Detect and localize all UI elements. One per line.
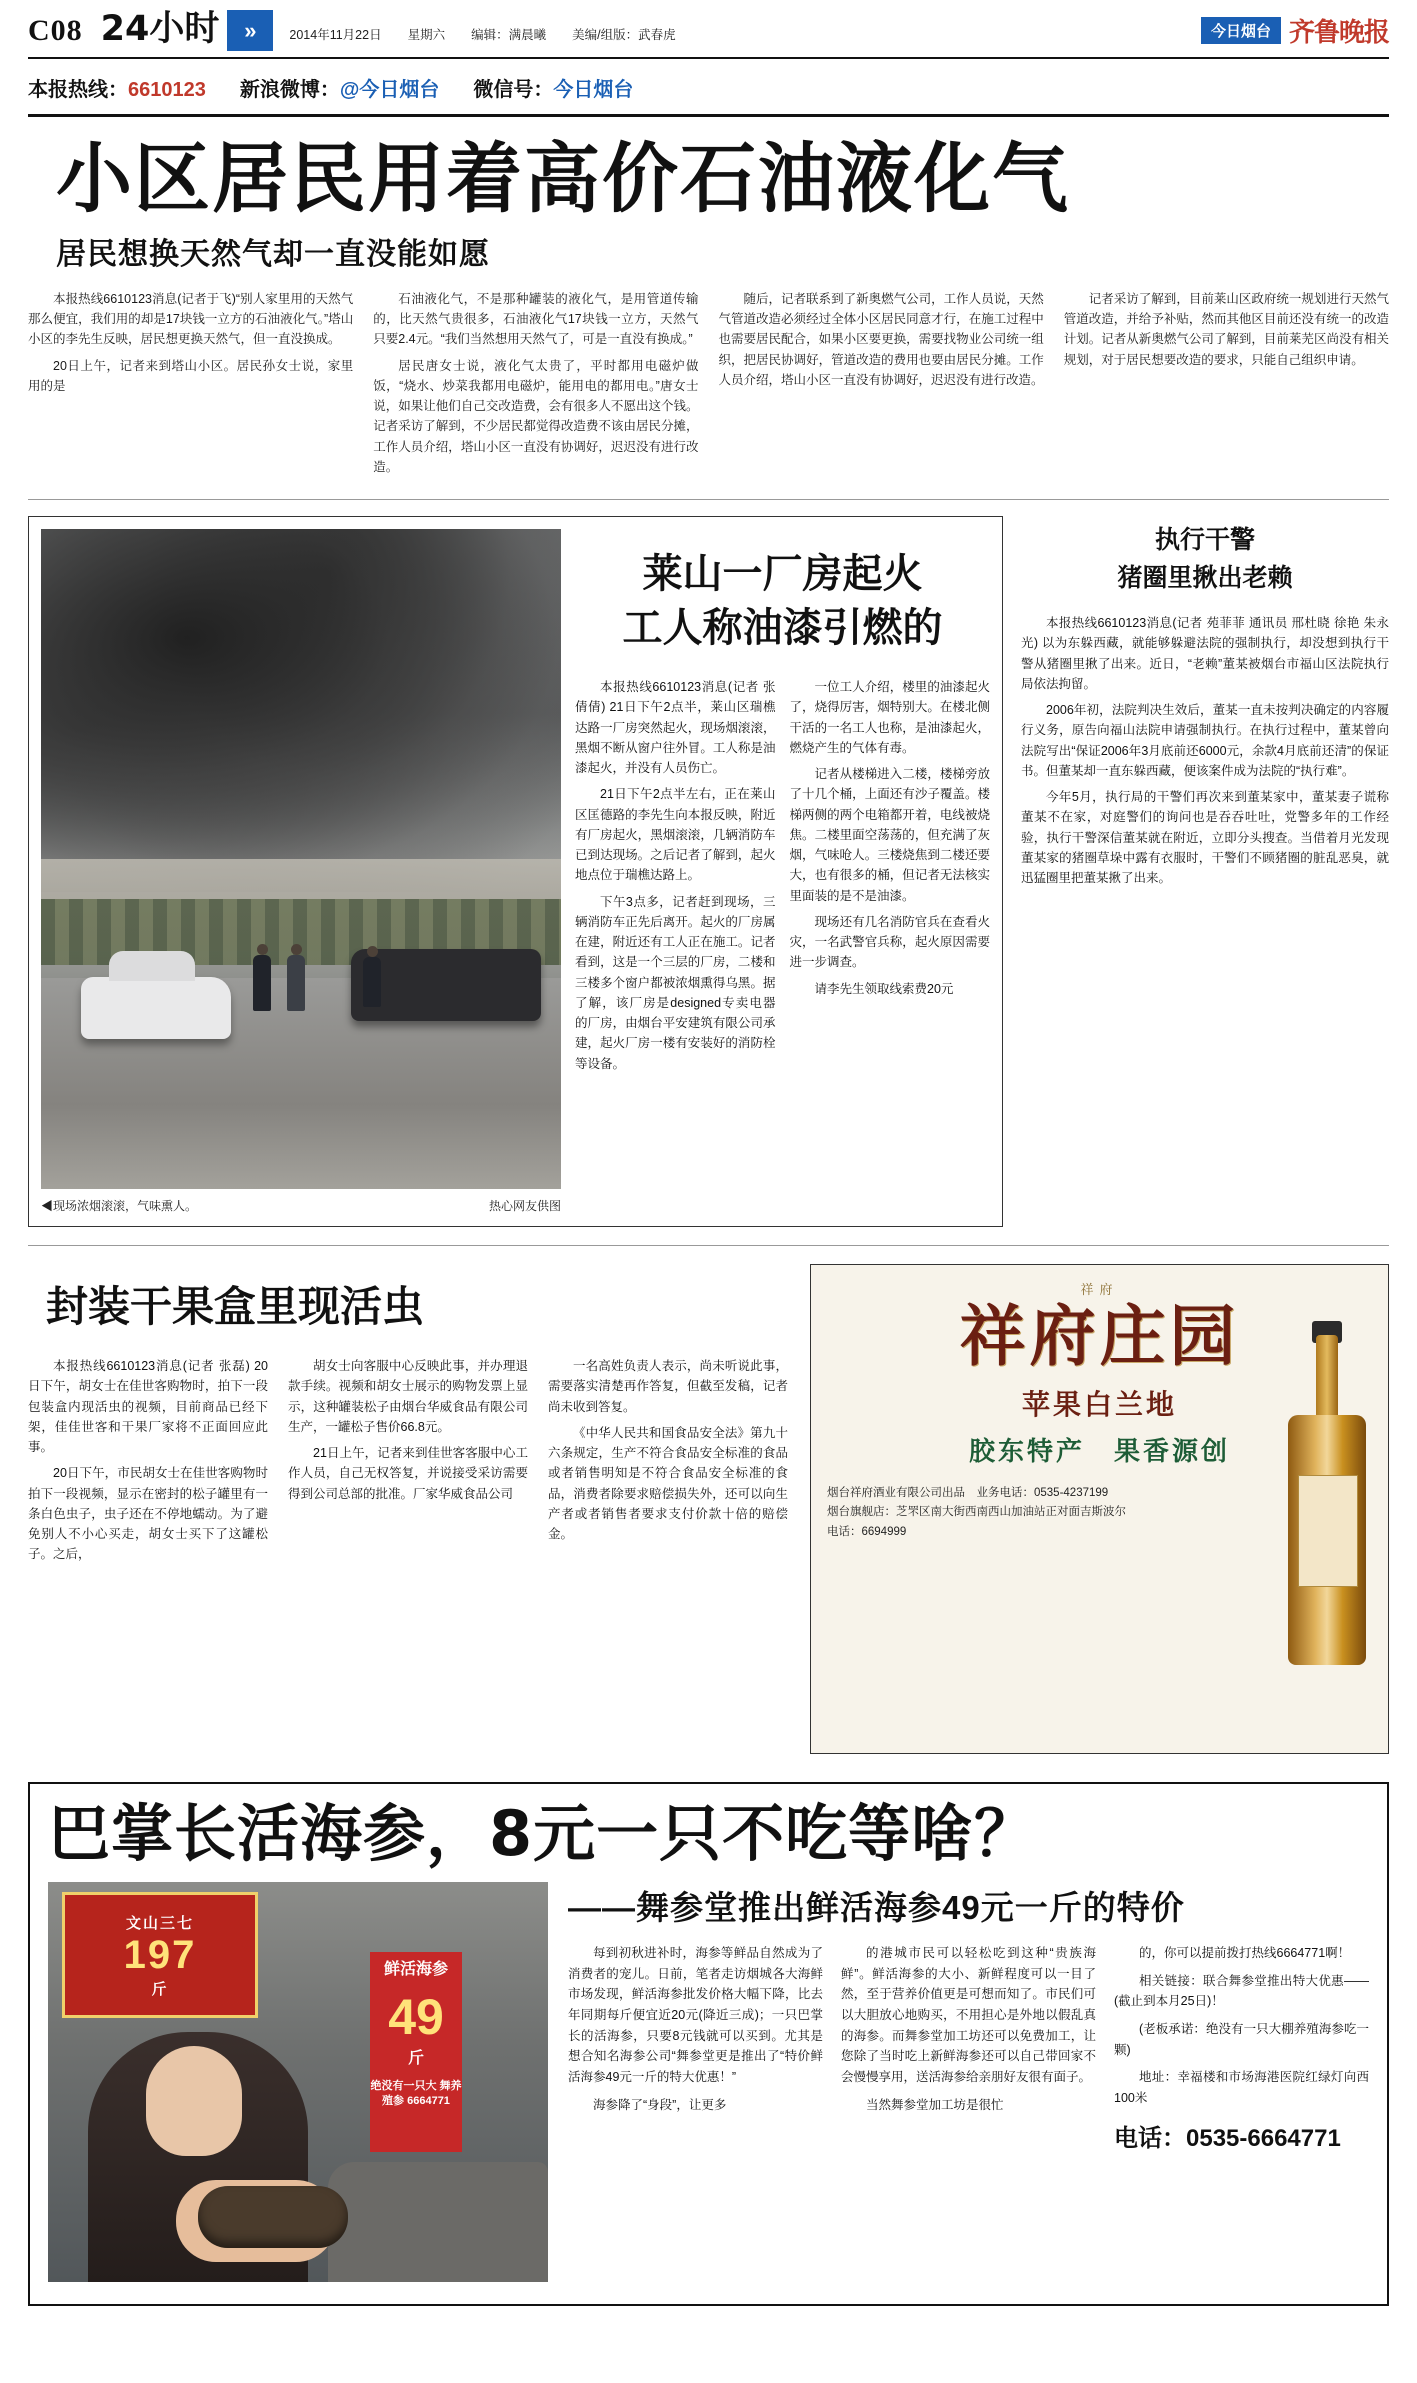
paragraph: 随后，记者联系到了新奥燃气公司，工作人员说，天然气管道改造必须经过全体小区居民同意才行，在施工过程中也需要居民配合，如果小区要更换，需要找物业公司统一组织，把居民协调好，管道改造的费用也要由居民分摊。工作人员介绍，塔山小区一直没有协调好，迟迟没有进行改造。: [718, 291, 1044, 387]
sea-cucumber-columns: [568, 1943, 1369, 2158]
shop-sign-unit: 斤: [151, 1980, 169, 1998]
wechat-id: 今日烟台: [553, 79, 634, 101]
dried-fruit-headline: 封装干果盒里现活虫: [46, 1282, 425, 1332]
dried-fruit-column-1: [28, 1356, 268, 1571]
reward-note: 请李先生领取线索费20元: [814, 981, 954, 996]
ad-product-line: 苹果白兰地: [1021, 1388, 1177, 1420]
paragraph: 今年5月，执行局的干警们再次来到董某家中，董某妻子谎称董某不在家，对庭警们的询问也是吞吞吐吐，党警多年的工作经验，执行干警深信董某就在附近，立即分头搜查。当借着月光发现董某家的猪圈草垛中露有衣服时，干警们不顾猪圈的脏乱恶臭，就迅猛圈里把董某揪了出来。: [1021, 790, 1389, 886]
page-code: C08: [28, 13, 83, 47]
paragraph: 21日下午2点半左右，正在莱山区匡德路的李先生向本报反映，附近有厂房起火，黑烟滚滚，几辆消防车已到达现场。之后记者了解到，起火地点位于瑞樵达路上。: [575, 787, 776, 883]
lead-column-4: [1064, 289, 1389, 483]
shop-sign-price: 197: [123, 1932, 197, 1977]
side-headline: [1021, 516, 1389, 613]
dried-fruit-story: [28, 1264, 788, 1754]
paper-name: 齐鲁晚报: [1288, 18, 1389, 48]
bottle-label: [1298, 1475, 1358, 1587]
paragraph: 每到初秋进补时，海参等鲜品自然成为了消费者的宠儿。日前，笔者走访烟城各大海鲜市场发现，鲜活海参批发价格大幅下降，比去年同期每斤便宜近20元(降近三成)；一只巴掌长的活海参，只要8元钱就可以买到。尤其是想合知名海参公司“舞参堂更是推出了“特价鲜活海参49元一斤的特大优惠！”: [568, 1946, 823, 2084]
paragraph: 2006年初，法院判决生效后，董某一直未按判决确定的内容履行义务，原告向福山法院申请强制执行。在执行过程中，董某曾向法院写出“保证2006年3月底前还6000元，余款4月底前还清”的保证书。但董某却一直东躲西藏，便该案件成为法院的“执行难”。: [1021, 703, 1389, 778]
paragraph: 相关链接：联合舞参堂推出特大优惠——(截止到本月25日)！: [1114, 1973, 1369, 2009]
ad-store-line: 烟台旗舰店：芝罘区南大街西南西山加油站正对面吉斯波尔: [827, 1506, 1126, 1519]
hotline-label: 本报热线：: [28, 79, 128, 101]
lead-column-1: [28, 289, 353, 483]
dried-fruit-column-3: [548, 1356, 788, 1571]
fire-body: [575, 677, 990, 1080]
sea-cucumber-body: [48, 1882, 1369, 2282]
owner-promise: (老板承诺：绝没有一只大棚养殖海参吃一颗): [1114, 2022, 1369, 2057]
photo-caption: ◀现场浓烟滚滚，气味熏人。: [41, 1199, 198, 1214]
paragraph: 下午3点多，记者赶到现场，三辆消防车正先后离开。起火的厂房属在建，附近还有工人正在施工。记者看到，这是一个三层的厂房，二楼和三楼多个窗户都被浓烟熏得乌黑。据了解，该厂房是designed专卖电器的厂房，由烟台平安建筑有限公司承建，起火厂房一楼有安装好的消防栓等设备。: [575, 894, 776, 1071]
hotline-block: [28, 73, 206, 102]
smoke-plume: [41, 529, 561, 892]
banner-price: 49: [388, 1989, 444, 2046]
dried-fruit-column-2: [288, 1356, 528, 1571]
paragraph: 记者采访了解到，目前莱山区政府统一规划进行天然气管道改造，并给予补贴，然而其他区目前还没有统一的改造计划。记者从新奥燃气公司了解到，目前莱芜区尚没有相关规划，对于居民想要改造的要求，只能自己组织申请。: [1063, 291, 1389, 367]
paragraph: 胡女士向客服中心反映此事，并办理退款手续。视频和胡女士展示的购物发票上显示，这种罐装松子由烟台华威食品有限公司生产，一罐松子售价66.8元。: [288, 1359, 528, 1434]
section-badge: [97, 10, 274, 51]
bystander: [287, 955, 305, 1011]
fire-scene-photo: [41, 529, 561, 1189]
ad-column-2: [841, 1943, 1096, 2158]
weibo-block: [240, 73, 440, 102]
sea-cucumber: [198, 2186, 348, 2248]
fire-story: [28, 516, 1003, 1227]
lead-column-2: [373, 289, 698, 483]
side-headline-line1: 执行干警: [1154, 526, 1255, 555]
masthead-right: [1201, 12, 1389, 49]
ad-brand-name: 祥府庄园: [959, 1297, 1240, 1376]
hotline-bar: [28, 59, 1389, 117]
paragraph: 海参降了“身段”，让更多: [593, 2097, 727, 2112]
banner-title: 鲜活海参: [383, 1961, 448, 1979]
ad-phone[interactable]: [1114, 2119, 1369, 2159]
weibo-handle: @今日烟台: [339, 79, 440, 101]
mid-section: [28, 1245, 1389, 1768]
paragraph: 20日下午，市民胡女士在佳世客购物时拍下一段视频，显示在密封的松子罐里有一条白色虫子，虫子还在不停地蠕动。为了避免别人不小心买走，胡女士买下了这罐松子。之后，: [28, 1466, 268, 1562]
paragraph: 20日上午，记者来到塔山小区。居民孙女士说，家里用的是: [28, 358, 354, 393]
price-banner: [370, 1952, 462, 2152]
address-line: 地址：幸福楼和市场海港医院红绿灯向西100米: [1114, 2070, 1369, 2105]
sea-cucumber-text: [568, 1882, 1369, 2282]
hotline-number: 6610123: [128, 79, 206, 101]
paragraph: 本报热线6610123消息(记者 苑菲菲 通讯员 邢杜晓 徐艳 朱永光) 以为东躲西藏，就能够躲避法院的强制执行，却没想到执行干警从猪圈里揪了出来。近日，“老赖”董某被烟台市福山区法院执行局依法拘留。: [1021, 616, 1389, 691]
paragraph: 当然舞参堂加工坊是很忙: [866, 2097, 1004, 2112]
paragraph: 现场还有几名消防官兵在查看火灾，一名武警官兵称，起火原因需要进一步调查。: [789, 914, 990, 970]
fire-column-1: [575, 677, 776, 1080]
lead-subhead: 居民想换天然气却一直没能如愿: [56, 237, 490, 271]
ad-ribbon-text: 祥府: [1080, 1282, 1119, 1298]
layout-credit: 美编/组版：武春虎: [572, 27, 676, 42]
photo-credit: 热心网友供图: [488, 1199, 561, 1214]
side-story: [1021, 516, 1389, 1227]
ad-company-line: 烟台祥府酒业有限公司出品 业务电话：0535-4237199: [827, 1486, 1109, 1499]
paragraph: 本报热线6610123消息(记者 张磊) 20日下午，胡女士在佳世客购物时，拍下一段包装盒内现活虫的视频，目前商品已经下架，佳佳世客和干果厂家将不正面回应此事。: [28, 1359, 268, 1455]
paragraph: 的港城市民可以轻松吃到这种“贵族海鲜”。鲜活海参的大小、新鲜程度可以一目了然，至于营养价值更是可想而知了。市民们可以大胆放心地购买，不用担心是外地以假乱真的海参。而舞参堂加工坊还可以免费加工，让您除了当时吃上新鲜海参还可以自己带回家不会慢慢享用，送活海参给亲朋好友很有面子。: [841, 1946, 1096, 2084]
paragraph: 本报热线6610123消息(记者于飞)“别人家里用的天然气那么便宜，我们用的却是17块钱一立方的石油液化气。”塔山小区的李先生反映，居民想更换天然气，但一直没换成。: [28, 291, 354, 347]
banner-subtext: 绝没有一只大 舞养殖参 6664771: [370, 2079, 462, 2108]
paragraph: 21日上午，记者来到佳世客客服中心工作人员，自己无权答复，并说接受采访需要得到公司总部的批准。厂家华威食品公司: [288, 1446, 528, 1501]
publish-date: 2014年11月22日: [289, 27, 382, 42]
weibo-label: 新浪微博：: [239, 79, 340, 101]
paragraph: 一位工人介绍，楼里的油漆起火了，烧得厉害，烟特别大。在楼北侧干活的一名工人也称，是油漆起火，燃烧产生的气体有毒。: [789, 680, 990, 755]
ad-phone-line: 电话：6694999: [827, 1525, 907, 1538]
fire-headline: [575, 529, 990, 677]
paragraph: 本报热线6610123消息(记者 张倩倩) 21日下午2点半，莱山区瑞樵达路一厂房突然起火，现场烟滚滚，黑烟不断从窗户往外冒。工人称是油漆起火，并没有人员伤亡。: [575, 680, 776, 776]
sea-cucumber-headline: 巴掌长活海参，8元一只不吃等啥？: [48, 1797, 1038, 1871]
masthead: [28, 0, 1389, 59]
masthead-credits: [289, 19, 1201, 43]
liquor-advertisement[interactable]: [810, 1264, 1389, 1754]
fire-photo-block: [41, 529, 561, 1214]
photo-caption-row: [41, 1197, 561, 1214]
sea-cucumber-advertisement[interactable]: [28, 1782, 1389, 2306]
fire-column-2: [790, 677, 991, 1080]
ad-column-1: [568, 1943, 823, 2158]
white-car: [81, 977, 231, 1039]
ad-phone-number: 0535-6664771: [1186, 2124, 1341, 2152]
paragraph: 记者从楼梯进入二楼，楼梯旁放了十几个桶，上面还有沙子覆盖。楼梯两侧的两个电箱都开着，电线被烧焦。二楼里面空荡荡的，但充满了灰烟，气味呛人。三楼烧焦到二楼还要大，也有很多的桶，但记者无法核实里面装的是不是油漆。: [789, 767, 990, 903]
paragraph: 石油液化气，不是那种罐装的液化气，是用管道传输的，比天然气贵很多，石油液化气17块钱一立方，天然气只要2.4元。“我们当然想用天然气了，可是一直没有换成。”: [373, 291, 699, 347]
fire-headline-line2: 工人称油漆引燃的: [622, 605, 943, 652]
today-yantai-badge: 今日烟台: [1201, 17, 1281, 44]
paragraph: 一名高姓负责人表示，尚未听说此事，需要落实清楚再作答复，但截至发稿，记者尚未收到答复。: [548, 1359, 788, 1414]
bystander: [253, 955, 271, 1011]
sea-cucumber-photo: [48, 1882, 548, 2282]
bystander: [363, 957, 381, 1007]
lead-body: [28, 289, 1389, 500]
ad-fine-print: [827, 1484, 1257, 1543]
dried-fruit-body: [28, 1356, 788, 1571]
double-chevron-right-icon: »: [227, 10, 273, 51]
parked-car: [328, 2162, 548, 2282]
weekday: 星期六: [407, 27, 446, 42]
banner-unit: 斤: [407, 2049, 424, 2067]
section-title: 24小时: [97, 10, 228, 51]
bottle-neck: [1316, 1335, 1338, 1421]
side-body: [1021, 613, 1389, 888]
bottle-illustration: [1284, 1335, 1370, 1665]
fire-text-block: [575, 529, 990, 1214]
editor-credit: 编辑：满晨曦: [471, 27, 547, 42]
fire-section: [28, 500, 1389, 1237]
paragraph: 的，你可以提前拨打热线6664771啊！: [1139, 1946, 1351, 1961]
ad-slogan: 胶东特产 果香源创: [968, 1435, 1230, 1466]
ad-phone-label: 电话：: [1114, 2124, 1186, 2152]
shop-sign-small: 文山三七: [125, 1914, 194, 1932]
shop-signboard: [62, 1892, 258, 2018]
paragraph: 居民唐女士说，液化气太贵了，平时都用电磁炉做饭，“烧水、炒菜我都用电磁炉，能用电的都用电。”唐女士说，如果让他们自己交改造费，会有很多人不愿出这个钱。记者采访了解到，不少居民都觉得改造费不该由居民分摊，工作人员介绍，塔山小区一直没有协调好，迟迟没有进行改造。: [373, 358, 699, 474]
wechat-block: [473, 73, 633, 102]
side-headline-line2: 猪圈里揪出老赖: [1117, 563, 1293, 592]
ad-column-3: [1114, 1943, 1369, 2158]
paragraph: 《中华人民共和国食品安全法》第九十六条规定，生产不符合食品安全标准的食品或者销售明知是不符合食品安全标准的食品，消费者除要求赔偿损失外，还可以向生产者或者销售者要求支付价款十倍的赔偿金。: [548, 1425, 788, 1542]
fire-headline-line1: 莱山一厂房起火: [642, 551, 923, 598]
wechat-label: 微信号：: [473, 79, 554, 101]
sea-cucumber-subhead: ——舞参堂推出鲜活海参49元一斤的特价: [568, 1889, 1185, 1927]
lead-column-3: [719, 289, 1044, 483]
lead-headline: 小区居民用着高价石油液化气: [56, 134, 1070, 223]
